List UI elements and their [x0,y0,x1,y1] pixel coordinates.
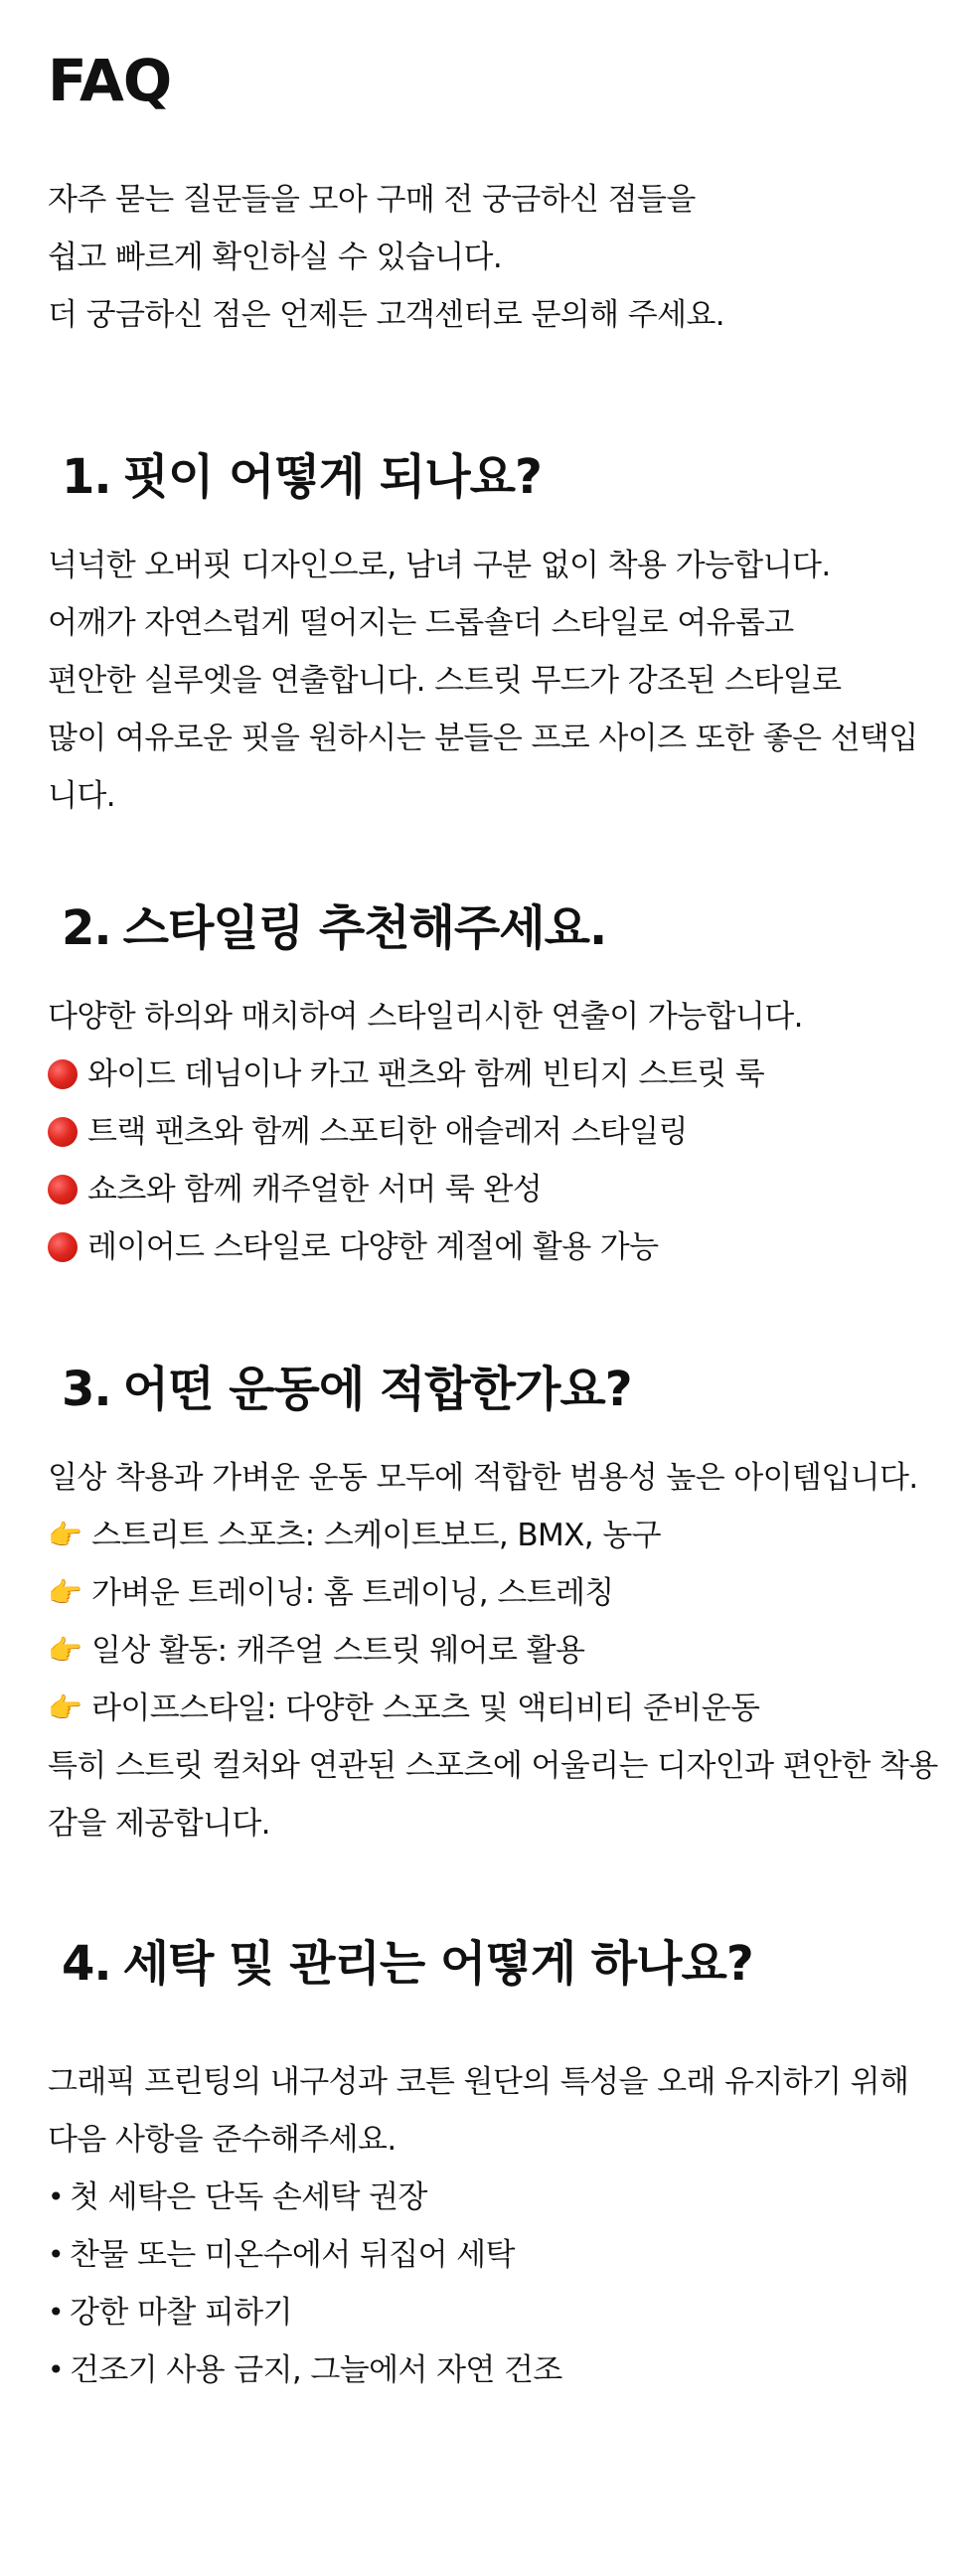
answer-intro: 다음 사항을 준수해주세요. [48,2121,397,2158]
list-item [48,2226,906,2284]
list-item-text: 찬물 또는 미온수에서 뒤집어 세탁 [70,2236,515,2273]
question-title [62,900,906,958]
answer-intro: 그래픽 프린팅의 내구성과 코튼 원단의 특성을 오래 유지하기 위해 [48,2063,909,2100]
list-item-text: 쇼츠와 함께 캐주얼한 서머 룩 완성 [87,1171,543,1208]
red-circle-icon [48,1175,78,1205]
question-number: 4. [62,1936,111,1992]
list-item-text: 스트리트 스포츠: 스케이트보드, BMX, 농구 [91,1517,662,1553]
answer-line: 니다. [48,777,115,814]
list-item [48,1161,906,1218]
intro-line: 더 궁금하신 점은 언제든 고객센터로 문의해 주세요. [48,297,725,333]
list-item [48,1507,906,1564]
list-item [48,1046,906,1103]
list-item-text: 첫 세탁은 단독 손세탁 권장 [70,2178,427,2215]
answer-intro: 다양한 하의와 매치하여 스타일리시한 연출이 가능합니다. [48,998,803,1035]
faq-section-fit [48,449,918,825]
faq-section-sports [48,1362,938,1852]
answer [48,1449,938,1852]
list-item-text: 트랙 팬츠와 함께 스포티한 애슬레저 스타일링 [87,1113,688,1150]
pointing-hand-icon: 👉 [48,1518,82,1551]
red-circle-icon [48,1117,78,1147]
red-circle-icon [48,1232,78,1262]
bullet-icon: • [48,2295,64,2329]
answer-line: 넉넉한 오버핏 디자인으로, 남녀 구분 없이 착용 가능합니다. [48,547,831,583]
list-item-text: 레이어드 스타일로 다양한 계절에 활용 가능 [87,1228,659,1265]
list-item [48,1622,906,1680]
list-item-text: 라이프스타일: 다양한 스포츠 및 액티비티 준비운동 [91,1690,760,1726]
question-number: 3. [62,1362,111,1417]
question-title [62,1362,906,1419]
answer-line: 어깨가 자연스럽게 떨어지는 드롭숄더 스타일로 여유롭고 [48,604,794,641]
question-title [62,1936,906,1994]
page-title: FAQ [48,47,172,114]
question-number: 2. [62,900,111,956]
intro-line: 쉽고 빠르게 확인하실 수 있습니다. [48,240,503,275]
list-item-text: 강한 마찰 피하기 [70,2294,292,2331]
list-item [48,1680,906,1737]
list-item [48,1218,906,1276]
answer-intro: 일상 착용과 가벼운 운동 모두에 적합한 범용성 높은 아이템입니다. [48,1459,918,1496]
question-text: 스타일링 추천해주세요. [122,900,607,956]
answer-line: 편안한 실루엣을 연출합니다. 스트릿 무드가 강조된 스타일로 [48,662,842,699]
list-item [48,1564,906,1622]
pointing-hand-icon: 👉 [48,1690,82,1724]
answer [48,537,918,825]
answer [48,2053,909,2399]
bullet-icon: • [48,2237,64,2271]
list-item [48,1103,906,1161]
list-item [48,2341,906,2399]
question-text: 세탁 및 관리는 어떻게 하나요? [122,1936,753,1992]
question-number: 1. [62,449,111,505]
answer-line: 특히 스트릿 컬처와 연관된 스포츠에 어울리는 디자인과 편안한 착용 [48,1747,938,1784]
faq-section-care [48,1936,909,2399]
pointing-hand-icon: 👉 [48,1575,82,1609]
list-item-text: 일상 활동: 캐주얼 스트릿 웨어로 활용 [91,1632,585,1669]
bullet-icon: • [48,2179,64,2213]
intro-text [48,171,906,344]
faq-section-styling [48,900,906,1276]
question-text: 어떤 운동에 적합한가요? [122,1362,632,1417]
answer-line: 감을 제공합니다. [48,1805,270,1842]
answer [48,988,906,1276]
list-item-text: 와이드 데님이나 카고 팬츠와 함께 빈티지 스트릿 룩 [87,1055,765,1092]
list-item-text: 가벼운 트레이닝: 홈 트레이닝, 스트레칭 [91,1574,614,1611]
red-circle-icon [48,1059,78,1089]
intro-line: 자주 묻는 질문들을 모아 구매 전 궁금하신 점들을 [48,182,696,218]
list-item [48,2284,906,2341]
list-item [48,2169,906,2226]
question-text: 핏이 어떻게 되나요? [122,449,542,505]
bullet-icon: • [48,2352,64,2386]
list-item-text: 건조기 사용 금지, 그늘에서 자연 건조 [70,2351,562,2388]
pointing-hand-icon: 👉 [48,1633,82,1667]
question-title [62,449,906,507]
answer-line: 많이 여유로운 핏을 원하시는 분들은 프로 사이즈 또한 좋은 선택입 [48,720,918,756]
